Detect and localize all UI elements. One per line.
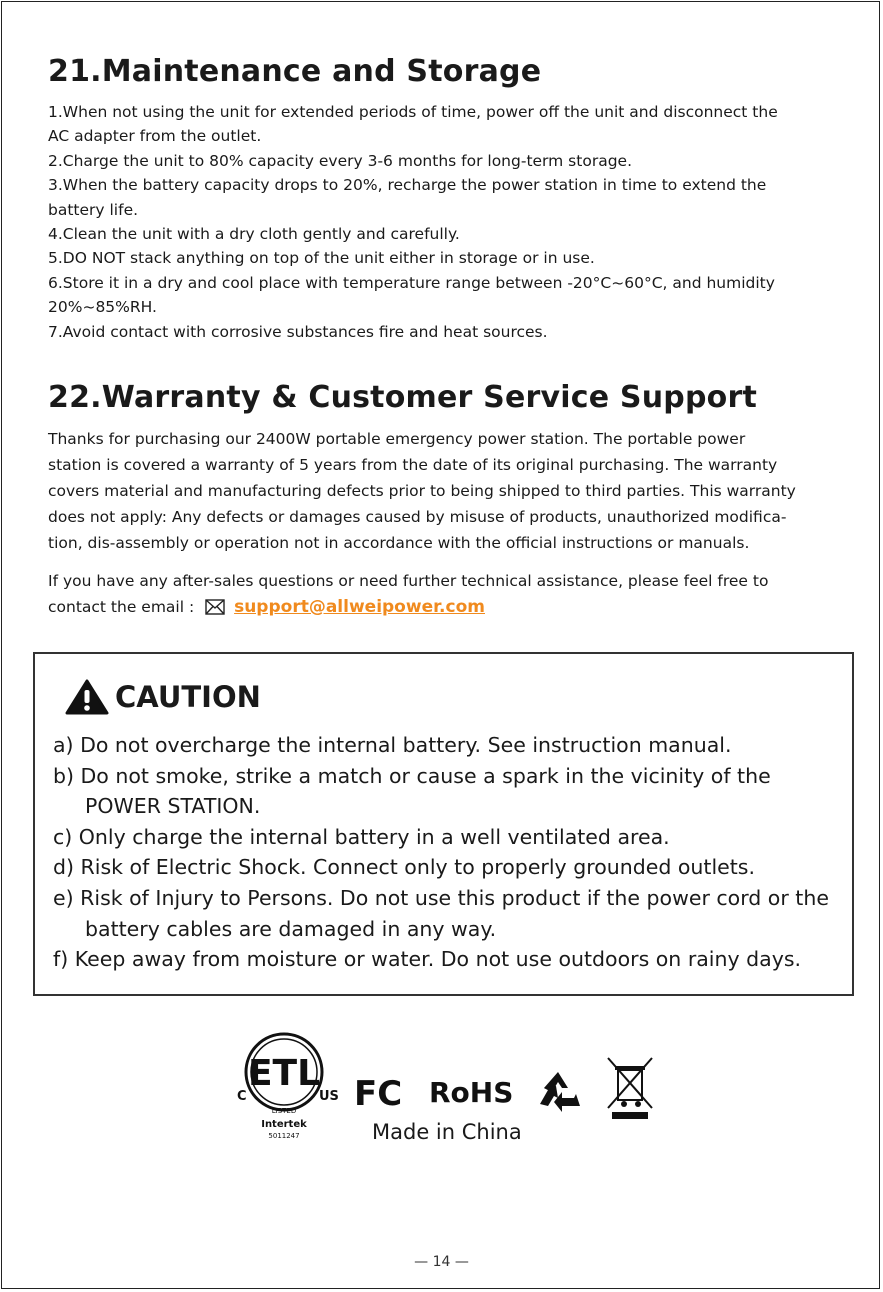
maintenance-item: 6.Store it in a dry and cool place with temperature range between -20°C~60°C, and humidity 20%~85%RH.	[48, 273, 775, 317]
weee-bin-icon	[608, 1058, 652, 1119]
etl-c-text: C	[237, 1089, 247, 1104]
support-line-contact	[48, 594, 848, 620]
warranty-line: covers material and manufacturing defects prior to being shipped to third parties. This warranty	[48, 482, 796, 500]
caution-heading	[65, 679, 261, 715]
caution-title: CAUTION	[115, 680, 261, 714]
etl-us-text: US	[319, 1089, 339, 1104]
warranty-line: Thanks for purchasing our 2400W portable emergency power station. The portable power	[48, 430, 746, 448]
caution-item: e) Risk of Injury to Persons. Do not use this product if the power cord or the battery cables are damaged in any way.	[53, 885, 829, 941]
recycle-icon	[540, 1072, 580, 1112]
warning-triangle-icon	[65, 679, 109, 715]
caution-box	[33, 652, 854, 996]
maintenance-item: 5.DO NOT stack anything on top of the unit either in storage or in use.	[48, 249, 595, 268]
caution-list	[53, 730, 853, 975]
maintenance-item: 4.Clean the unit with a dry cloth gently and carefully.	[48, 225, 460, 244]
warranty-line: does not apply: Any defects or damages caused by misuse of products, unauthorized modifica-	[48, 508, 787, 526]
contact-label: contact the email :	[48, 598, 195, 616]
support-paragraph	[48, 568, 848, 620]
section-21-heading: 21.Maintenance and Storage	[48, 54, 542, 89]
section-22-heading: 22.Warranty & Customer Service Support	[48, 380, 757, 415]
maintenance-list	[48, 100, 848, 344]
page-number: — 14 —	[414, 1254, 469, 1270]
caution-item: a) Do not overcharge the internal battery. See instruction manual.	[53, 733, 732, 757]
warranty-paragraph	[48, 426, 848, 556]
support-email-link[interactable]: support@allweipower.com	[234, 597, 485, 617]
intertek-text: Intertek	[261, 1119, 307, 1130]
maintenance-item: 2.Charge the unit to 80% capacity every 3-6 months for long-term storage.	[48, 151, 632, 170]
warranty-line: tion, dis-assembly or operation not in accordance with the official instructions or manuals.	[48, 534, 750, 552]
caution-item: b) Do not smoke, strike a match or cause a spark in the vicinity of the POWER STATION.	[53, 763, 771, 819]
caution-item: f) Keep away from moisture or water. Do not use outdoors on rainy days.	[53, 947, 802, 972]
maintenance-item: 7.Avoid contact with corrosive substances fire and heat sources.	[48, 322, 548, 341]
etl-listed-logo	[237, 1034, 339, 1140]
warranty-line: station is covered a warranty of 5 years from the date of its original purchasing. The warranty	[48, 456, 778, 474]
etl-mark-text: ETL	[247, 1053, 321, 1094]
maintenance-item: 3.When the battery capacity drops to 20%, recharge the power station in time to extend the battery life.	[48, 176, 767, 219]
fcc-text: FC	[354, 1074, 403, 1114]
made-in-china-text: Made in China	[372, 1120, 522, 1144]
fcc-logo	[354, 1074, 402, 1114]
rohs-logo: RoHS	[429, 1076, 514, 1109]
intertek-number-text: 5011247	[268, 1132, 300, 1140]
support-line: If you have any after-sales questions or need further technical assistance, please feel free to	[48, 572, 769, 590]
caution-item: c) Only charge the internal battery in a well ventilated area.	[53, 824, 670, 849]
etl-listed-text: LISTED	[271, 1107, 297, 1115]
maintenance-item: 1.When not using the unit for extended periods of time, power off the unit and disconnect the AC adapter from the outlet.	[48, 103, 778, 146]
envelope-icon	[205, 599, 225, 615]
caution-item: d) Risk of Electric Shock. Connect only to properly grounded outlets.	[53, 855, 755, 880]
